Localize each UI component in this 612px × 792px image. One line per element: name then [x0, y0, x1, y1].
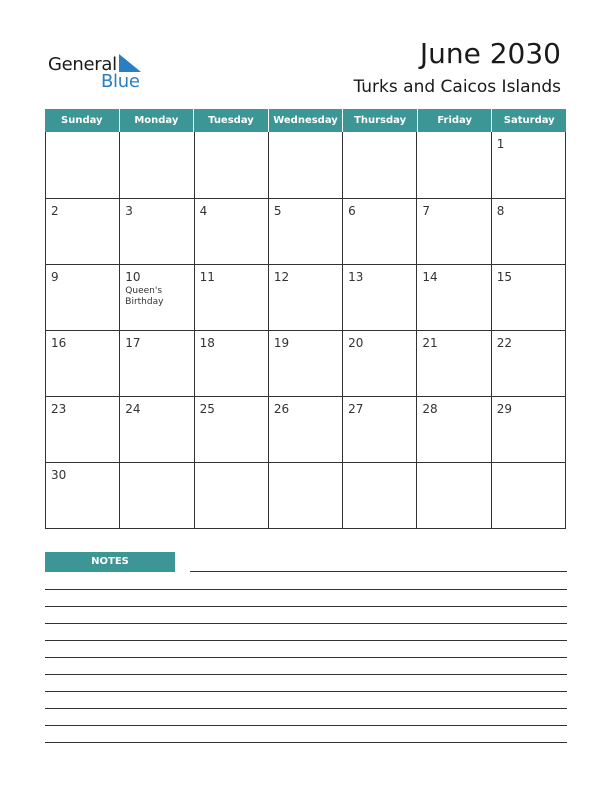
day-cell-4 — [195, 199, 269, 264]
weekday-header — [45, 109, 566, 132]
day-number: 27 — [348, 402, 364, 416]
day-cell-9 — [46, 265, 120, 330]
note-line — [45, 691, 567, 692]
day-number: 15 — [496, 270, 512, 284]
day-cell-23 — [46, 397, 120, 462]
day-cell-7 — [417, 199, 491, 264]
note-line — [45, 708, 567, 709]
month-calendar — [45, 109, 566, 529]
weekday-friday: Friday — [418, 109, 493, 132]
day-number: 18 — [199, 336, 215, 350]
day-cell-28 — [417, 397, 491, 462]
day-number: 30 — [51, 468, 67, 482]
day-cell-3 — [120, 199, 194, 264]
day-number: 6 — [348, 204, 356, 218]
day-number: 21 — [422, 336, 438, 350]
week-row — [46, 330, 566, 396]
day-cell-15 — [492, 265, 566, 330]
day-cell-20 — [343, 331, 417, 396]
brand-word-blue: Blue — [101, 71, 140, 92]
day-number: 13 — [348, 270, 364, 284]
note-line — [45, 674, 567, 675]
day-number: 23 — [51, 402, 67, 416]
day-number: 19 — [273, 336, 290, 350]
day-cell-12 — [269, 265, 343, 330]
day-cell-8 — [492, 199, 566, 264]
weekday-sunday: Sunday — [45, 109, 120, 132]
weekday-monday: Monday — [120, 109, 195, 132]
day-cell-30 — [46, 463, 120, 528]
day-number: 20 — [348, 336, 364, 350]
note-line — [45, 606, 567, 607]
day-number: 29 — [496, 402, 512, 416]
day-number: 5 — [273, 204, 282, 218]
week-row — [46, 198, 566, 264]
day-cell-empty — [417, 463, 491, 528]
holiday-label: Queen's Birthday — [125, 286, 164, 307]
day-number: 7 — [422, 204, 431, 218]
day-number: 4 — [199, 204, 208, 218]
day-cell-2 — [46, 199, 120, 264]
page-title: June 2030 — [419, 37, 561, 70]
day-cell-14 — [417, 265, 491, 330]
day-number: 9 — [51, 270, 59, 284]
day-cell-26 — [269, 397, 343, 462]
notes-label: NOTES — [45, 552, 175, 572]
day-cell-1 — [492, 132, 566, 198]
day-number: 14 — [422, 270, 438, 284]
day-cell-24 — [120, 397, 194, 462]
day-number: 11 — [199, 270, 215, 284]
week-row — [46, 264, 566, 330]
weekday-tuesday: Tuesday — [194, 109, 269, 132]
day-cell-22 — [492, 331, 566, 396]
week-row — [46, 132, 566, 198]
weekday-saturday: Saturday — [503, 115, 555, 126]
day-number: 25 — [199, 402, 215, 416]
note-line — [45, 657, 567, 658]
day-cell-empty — [269, 463, 343, 528]
day-cell-17 — [120, 331, 194, 396]
brand-logo — [48, 52, 158, 92]
day-cell-5 — [269, 199, 343, 264]
day-number: 28 — [422, 402, 438, 416]
note-line — [45, 742, 567, 743]
day-cell-29 — [492, 397, 566, 462]
note-line — [45, 623, 567, 624]
day-cell-empty — [195, 463, 269, 528]
day-cell-empty — [46, 132, 120, 198]
day-number: 1 — [496, 137, 505, 151]
region-name: Turks and Caicos Islands — [353, 77, 561, 97]
note-line — [45, 640, 567, 641]
week-row — [46, 462, 566, 528]
day-number: 26 — [273, 402, 290, 416]
day-cell-6 — [343, 199, 417, 264]
day-cell-10 — [120, 265, 194, 330]
week-row — [46, 396, 566, 462]
day-cell-empty — [269, 132, 343, 198]
weekday-wednesday: Wednesday — [269, 109, 344, 132]
day-cell-18 — [195, 331, 269, 396]
day-number: 16 — [51, 336, 67, 350]
day-cell-21 — [417, 331, 491, 396]
day-cell-25 — [195, 397, 269, 462]
note-line — [45, 589, 567, 590]
logo-triangle-icon — [119, 54, 141, 72]
day-cell-empty — [343, 463, 417, 528]
day-cell-27 — [343, 397, 417, 462]
day-cell-11 — [195, 265, 269, 330]
day-number: 2 — [51, 204, 59, 218]
day-cell-empty — [343, 132, 417, 198]
day-cell-16 — [46, 331, 120, 396]
note-line — [190, 571, 567, 572]
note-line — [45, 725, 567, 726]
day-cell-empty — [492, 463, 566, 528]
day-cell-13 — [343, 265, 417, 330]
day-number: 10 — [125, 270, 141, 284]
day-number: 12 — [273, 270, 290, 284]
day-number: 24 — [125, 402, 141, 416]
day-cell-empty — [120, 132, 194, 198]
day-number: 3 — [125, 204, 133, 218]
day-number: 17 — [125, 336, 141, 350]
day-number: 8 — [496, 204, 505, 218]
day-cell-empty — [195, 132, 269, 198]
day-cell-empty — [417, 132, 491, 198]
day-number: 22 — [496, 336, 512, 350]
calendar-grid — [45, 132, 566, 529]
weekday-thursday: Thursday — [343, 109, 418, 132]
brand-word-general: General — [48, 54, 117, 75]
day-cell-19 — [269, 331, 343, 396]
day-cell-empty — [120, 463, 194, 528]
